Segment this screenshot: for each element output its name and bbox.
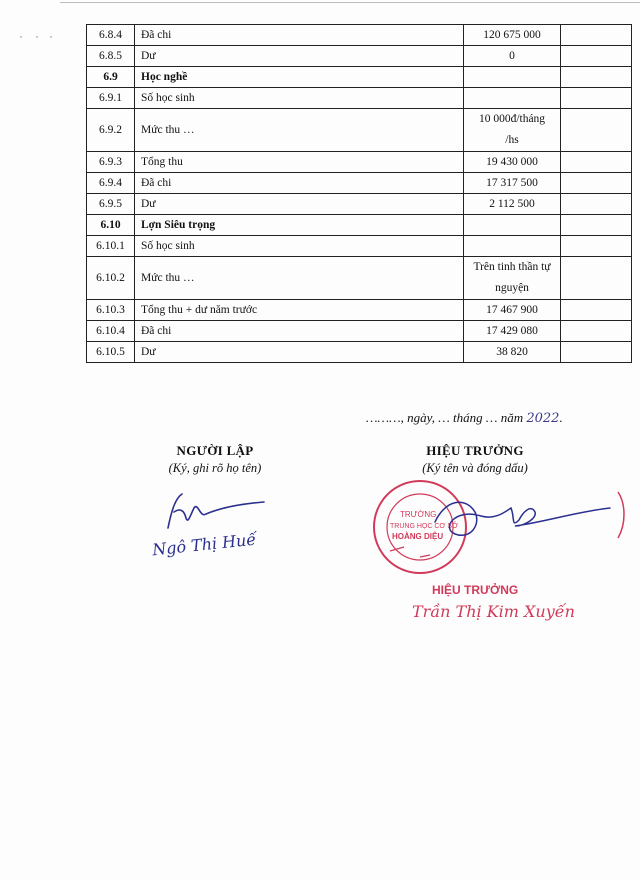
row-number: 6.9.1 — [87, 88, 135, 109]
handwritten-year: 2022 — [526, 411, 560, 426]
table-row — [87, 300, 632, 321]
row-note — [561, 109, 632, 152]
principal-block — [385, 443, 565, 476]
row-value — [464, 257, 561, 300]
row-note — [561, 173, 632, 194]
row-note — [561, 342, 632, 363]
row-label: Dư — [135, 342, 464, 363]
row-value: 2 112 500 — [464, 194, 561, 215]
row-value: 0 — [464, 46, 561, 67]
table-row — [87, 152, 632, 173]
table-row — [87, 321, 632, 342]
row-value — [464, 88, 561, 109]
row-value — [464, 236, 561, 257]
row-number: 6.9.2 — [87, 109, 135, 152]
section-row — [87, 215, 632, 236]
row-label: Lợn Siêu trọng — [135, 215, 464, 236]
row-value: 17 467 900 — [464, 300, 561, 321]
row-note — [561, 152, 632, 173]
row-value: 17 429 080 — [464, 321, 561, 342]
finance-table — [86, 24, 632, 363]
principal-role: HIỆU TRƯỞNG — [426, 443, 524, 458]
row-number: 6.9.3 — [87, 152, 135, 173]
row-label: Mức thu … — [135, 109, 464, 152]
row-number: 6.10.1 — [87, 236, 135, 257]
row-number: 6.8.4 — [87, 25, 135, 46]
preparer-handwritten-name: Ngô Thị Huế — [151, 529, 257, 560]
stamp-edge-icon — [612, 490, 632, 540]
svg-text:TRUNG HỌC CƠ SỞ: TRUNG HỌC CƠ SỞ — [390, 523, 459, 530]
value-line: nguyện — [495, 282, 529, 294]
row-number: 6.10.3 — [87, 300, 135, 321]
row-note — [561, 236, 632, 257]
row-number: 6.9.5 — [87, 194, 135, 215]
principal-hint: (Ký tên và đóng dấu) — [422, 461, 528, 475]
row-label: Tổng thu — [135, 152, 464, 173]
principal-signature-icon — [415, 482, 615, 552]
table-row — [87, 173, 632, 194]
row-note — [561, 300, 632, 321]
row-label: Đã chi — [135, 321, 464, 342]
preparer-hint: (Ký, ghi rõ họ tên) — [168, 461, 262, 475]
row-value: 38 820 — [464, 342, 561, 363]
row-note — [561, 88, 632, 109]
row-number: 6.10.2 — [87, 257, 135, 300]
table-row — [87, 194, 632, 215]
date-end: . — [559, 410, 563, 425]
preparer-role: NGƯỜI LẬP — [176, 443, 254, 458]
scan-speck — [50, 36, 52, 38]
row-label: Đã chi — [135, 173, 464, 194]
row-label: Đã chi — [135, 25, 464, 46]
row-number: 6.10.5 — [87, 342, 135, 363]
svg-text:TRƯỜNG: TRƯỜNG — [400, 510, 437, 519]
row-label: Tổng thu + dư năm trước — [135, 300, 464, 321]
table-row — [87, 46, 632, 67]
stamp-title: HIỆU TRƯỞNG — [432, 583, 519, 597]
row-number: 6.10 — [87, 215, 135, 236]
row-value: 120 675 000 — [464, 25, 561, 46]
table-row — [87, 236, 632, 257]
row-number: 6.9.4 — [87, 173, 135, 194]
row-value: 19 430 000 — [464, 152, 561, 173]
table-row — [87, 109, 632, 152]
date-text: ………, ngày, … tháng … năm — [366, 410, 527, 425]
row-value — [464, 215, 561, 236]
value-line: /hs — [505, 134, 519, 146]
row-note — [561, 194, 632, 215]
row-note — [561, 25, 632, 46]
top-rule — [60, 2, 640, 3]
scan-speck — [20, 36, 22, 38]
row-value: 17 317 500 — [464, 173, 561, 194]
row-note — [561, 46, 632, 67]
row-label: Mức thu … — [135, 257, 464, 300]
section-row — [87, 67, 632, 88]
row-note — [561, 67, 632, 88]
table-row — [87, 342, 632, 363]
row-number: 6.10.4 — [87, 321, 135, 342]
row-label: Dư — [135, 46, 464, 67]
row-note — [561, 215, 632, 236]
table-row — [87, 25, 632, 46]
table-row — [87, 88, 632, 109]
row-value — [464, 109, 561, 152]
value-line: 10 000đ/tháng — [478, 113, 546, 125]
row-label: Số học sinh — [135, 236, 464, 257]
row-label: Học nghề — [135, 67, 464, 88]
value-line: Trên tinh thần tự — [473, 261, 551, 273]
stamp-name: Trần Thị Kim Xuyến — [412, 602, 575, 621]
scan-speck — [36, 36, 38, 38]
row-label: Dư — [135, 194, 464, 215]
row-number: 6.8.5 — [87, 46, 135, 67]
row-number: 6.9 — [87, 67, 135, 88]
row-label: Số học sinh — [135, 88, 464, 109]
row-note — [561, 321, 632, 342]
row-value — [464, 67, 561, 88]
date-line — [366, 410, 563, 426]
preparer-block — [130, 443, 300, 476]
table-row — [87, 257, 632, 300]
row-note — [561, 257, 632, 300]
svg-text:HOÀNG DIỆU: HOÀNG DIỆU — [392, 532, 444, 541]
